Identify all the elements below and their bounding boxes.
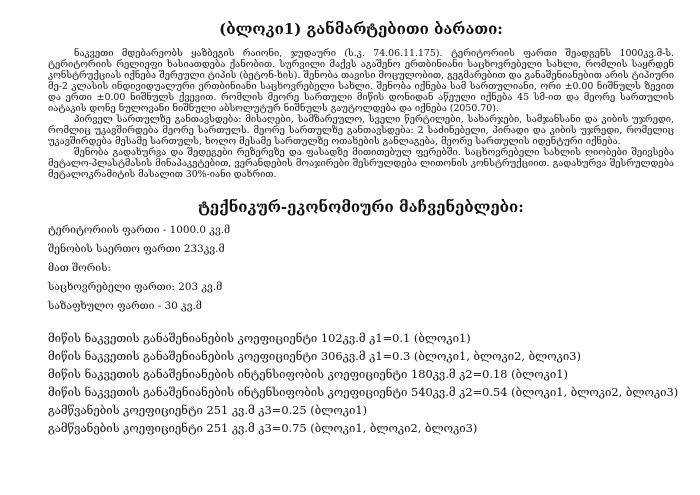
- coefficient-list: [48, 331, 679, 435]
- paragraph-floors: პირველ სართულზე განთავსდება: მისაღები, სამზარეულო, სველი წერტილები, სახარჯები, სამჯანსანი და კიბის უჯრედი, რომლიც უკავშირდება მეორე სართულს. მეორე სართულზე განთავსდება: 2 საძინებელი, პირადი და კიბის უჯრედი, რომელიც უკავშირდება მესამე სართულს, ხოლო მესამე სართულზე ოთახების განლაგება, მეორე სართულის იდენტური იქნება.: [48, 114, 674, 147]
- spec-total-area: შენობის საერთო ფართი 233კვ.მ: [48, 243, 225, 255]
- section-title-indicators: ტექნიკურ-ეკონომიური მაჩვენებლები:: [198, 198, 524, 216]
- coefficient-line: მიწის ნაკვეთის განაშენიანების ინტენსიფობის კოეფიციენტი 180კვ.მ კ2=0.18 (ბლოკი1): [48, 367, 568, 381]
- paragraph-materials: შენობა გადახურვა და შედეგები რეზერვზე და ფასადზე მითითებულ ფერებში. საცხოვრებელი სახლის ღიობები შეივსება მეტალო-პლასტმასის მინაპაკეტებით, ვერანდების მოაჯირები შესრულდება ლითონის კონსტრუქციით. გადახურვა შესრულდება მეტალოკრამიტის მასალით 30%-იანი დახრით.: [48, 147, 674, 180]
- coefficient-line: მიწის ნაკვეთის განაშენიანების კოეფიციენტი 306კვ.მ კ1=0.3 (ბლოკი1, ბლოკი2, ბლოკი3): [48, 349, 581, 363]
- document-title: (ბლოკი1) განმარტებითი ბარათი:: [219, 20, 503, 38]
- coefficient-line: გამწვანების კოეფიციენტი 251 კვ.მ კ3=0.25 (ბლოკი1): [48, 403, 368, 417]
- coefficient-line: გამწვანების კოეფიციენტი 251 კვ.მ კ3=0.75 (ბლოკი1, ბლოკი2, ბლოკი3): [48, 421, 478, 435]
- spec-list: [48, 224, 674, 313]
- spec-territory-area: ტერიტორიის ფართი - 1000.0 კვ.მ: [48, 224, 231, 236]
- paragraph-location: ნაკვეთი მდებარეობს ყაზბეგის რაიონი, ჯუდაური (ს.კ. 74.06.11.175). ტერიტორიის ფართი შეადგენს 1000კვ.მ-ს. ტერიტორიის რელიეფი ხასიათდება ქანობით. სურვილი მაქვს აგაშენო ერთბინიანი საცხოვრებელი სახლი, რომლის საყრდენ კონსტრუქციას იქნება შერეული ტიპის (ბეტონ-ხის). შენობა თავისი მოცულობით, გეგმარებით და განაშენიანებით არის ტიპიური მე-2 კლასის ინდივიდუალური ერთბინიანი საცხოვრებელი სახლი. შენობა იქნება სამ სართულიანი, ორი ±0.00 ნიშნულს ზევით და ერთი ±0.00 ნიშნულს ქვევით. რომლის მეორე სართული მიწის დონიდან აწეული იქნება 45 სმ-ით და მეორე სართულის იატაკის დონე ნულოვანი ნიშნული აბსოლუტურ ნიშნულს გაუტოლდება და იქნება (2050.70).: [48, 48, 674, 114]
- spacer: [48, 319, 674, 331]
- spec-living-area: საცხოვრებელი ფართი: 203 კვ.მ: [48, 281, 223, 293]
- coefficient-line: მიწის ნაკვეთის განაშენიანების ინტენსიფობის კოეფიციენტი 540კვ.მ კ2=0.54 (ბლოკი1, ბლოკი2, ბლოკი3): [48, 385, 679, 399]
- spec-including: მათ შორის:: [48, 262, 111, 274]
- spec-summer-area: საზაფხულო ფართი - 30 კვ.მ: [48, 300, 202, 312]
- coefficient-line: მიწის ნაკვეთის განაშენიანების კოეფიციენტი 102კვ.მ კ1=0.1 (ბლოკი1): [48, 331, 471, 345]
